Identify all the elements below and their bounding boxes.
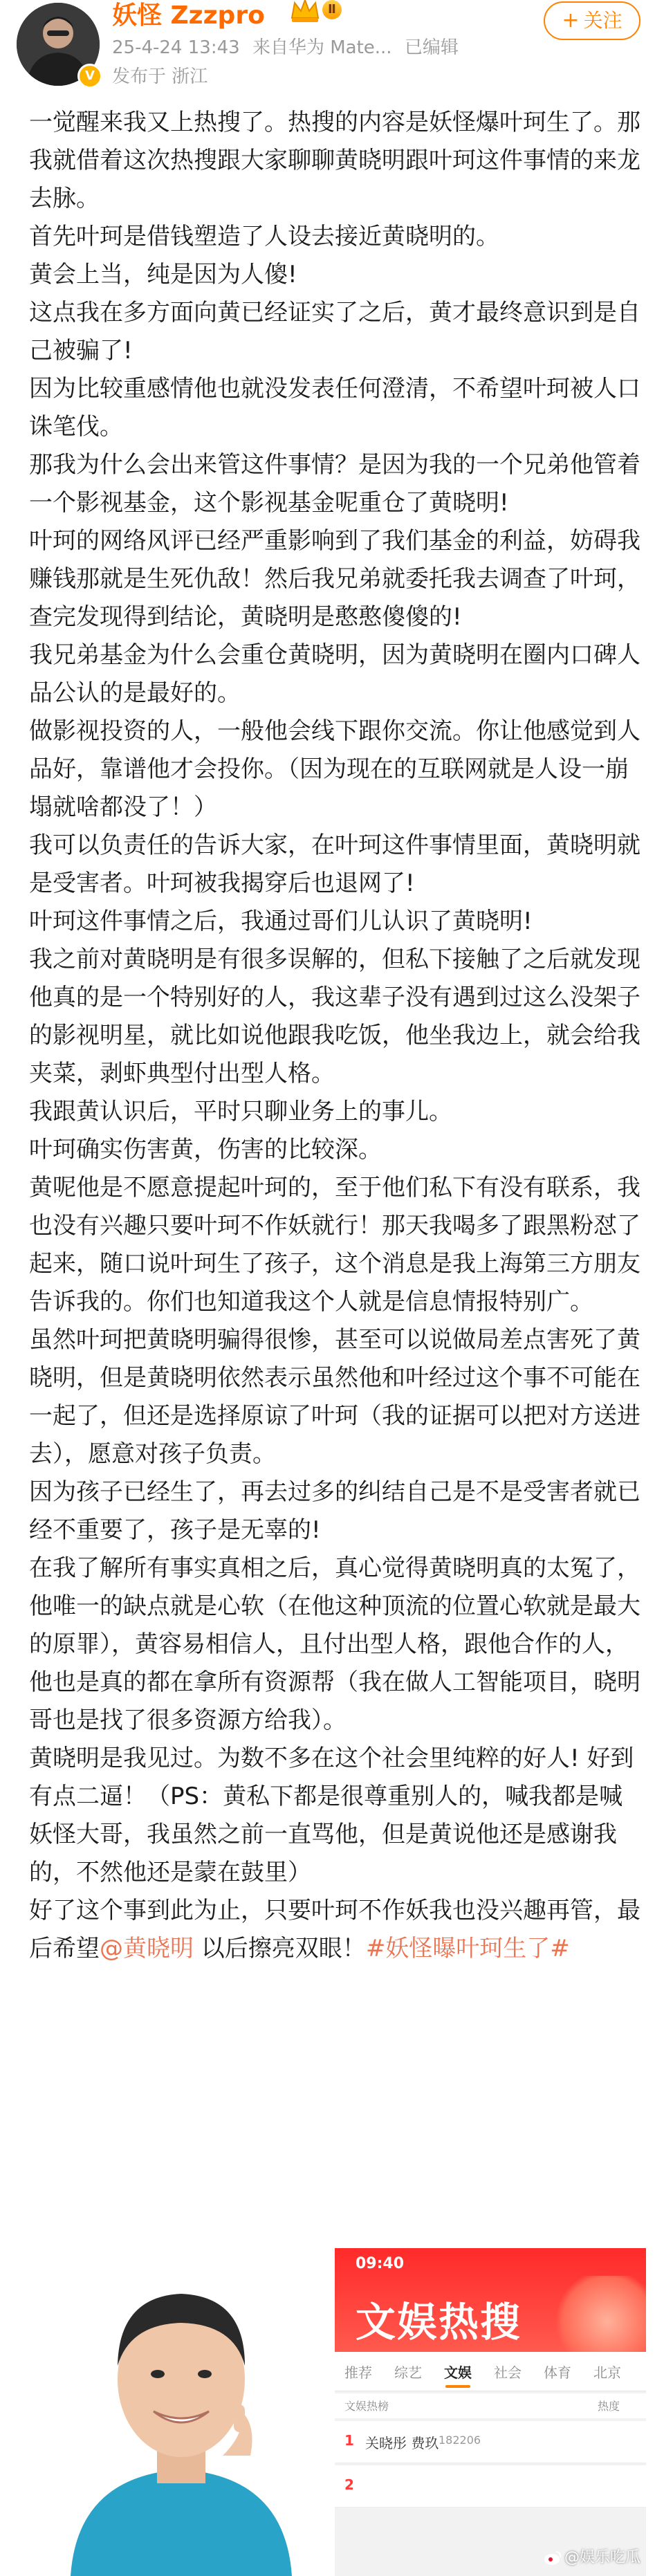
post-header [0, 0, 664, 90]
post-image-hotsearch[interactable] [335, 2248, 646, 2576]
tab-item[interactable]: 综艺 [394, 2364, 422, 2381]
verified-badge: V [77, 64, 102, 89]
paragraph: 我之前对黄晓明是有很多误解的，但私下接触了之后就发现他真的是一个特别好的人，我这辈子没有遇到过这么没架子的影视明星，就比如说他跟我吃饭，他坐我边上，就会给我夹菜，剥虾典型付出型人格。 [29, 946, 640, 1087]
paragraph: 我跟黄认识后，平时只聊业务上的事儿。 [29, 1098, 452, 1125]
paragraph: 黄呢他是不愿意提起叶珂的，至于他们私下有没有联系，我也没有兴趣只要叶珂不作妖就行！那天我喝多了跟黑粉怼了起来，随口说叶珂生了孩子，这个消息是我上海第三方朋友告诉我的。你们也知道我这个人就是信息情报特别广。 [29, 1174, 640, 1316]
tab-item[interactable]: 北京 [593, 2364, 621, 2381]
paragraph: 那我为什么会出来管这件事情？是因为我的一个兄弟他管着一个影视基金，这个影视基金呢重仓了黄晓明! [29, 451, 640, 517]
paragraph: 我可以负责任的告诉大家，在叶珂这件事情里面，黄晓明就是受害者。叶珂被我揭穿后也退网了! [29, 831, 640, 897]
post-source: 来自华为 Mate... [252, 37, 392, 58]
post-meta [112, 33, 465, 59]
category-tabs [335, 2352, 646, 2391]
paragraph: 叶珂这件事情之后，我通过哥们儿认识了黄晓明! [29, 908, 533, 935]
paragraph: 因为孩子已经生了，再去过多的纠结自己是不是受害者就已经不重要了，孩子是无辜的! [29, 1478, 640, 1544]
tab-item[interactable]: 推荐 [344, 2364, 372, 2381]
hotsearch-banner [335, 2248, 646, 2352]
sub-header [335, 2393, 646, 2418]
banner-decoration [549, 2276, 646, 2352]
list-item[interactable] [335, 2421, 646, 2463]
hashtag-link[interactable]: #妖怪曝叶珂生了# [365, 1935, 570, 1962]
paragraph: 黄晓明是我见过。为数不多在这个社会里纯粹的好人! 好到有点二逼！（PS：黄私下都是很尊重别人的，喊我都是喊妖怪大哥，我虽然之前一直骂他，但是黄说他还是感谢我的，不然他还是蒙在鼓里） [29, 1745, 634, 1886]
paragraph: 我兄弟基金为什么会重仓黄晓明，因为黄晓明在圈内口碑人品公认的是最好的。 [29, 641, 640, 707]
level-badge: Ⅱ [322, 0, 342, 19]
post-time: 25-4-24 13:43 [112, 37, 240, 58]
list-title: 关晓彤 费玖 [365, 2435, 439, 2451]
tab-item[interactable]: 社会 [494, 2364, 522, 2381]
paragraph: 在我了解所有事实真相之后，真心觉得黄晓明真的太冤了，他唯一的缺点就是心软（在他这种顶流的位置心软就是最大的原罪），黄容易相信人，且付出型人格，跟他合作的人，他也是真的都在拿所有资源帮（我在做人工智能项目，晓明哥也是找了很多资源方给我）。 [29, 1554, 640, 1734]
follow-button[interactable] [544, 1, 640, 40]
weibo-logo-icon [544, 2550, 562, 2566]
tab-item-active[interactable]: 文娱 [444, 2364, 472, 2381]
tab-item[interactable]: 体育 [544, 2364, 571, 2381]
paragraph: 一觉醒来我又上热搜了。热搜的内容是妖怪爆叶珂生了。那我就借着这次热搜跟大家聊聊黄晓明跟叶珂这件事情的来龙去脉。 [29, 109, 640, 212]
username[interactable]: 妖怪 Zzzpro [112, 1, 265, 30]
closing-text-2: 以后擦亮双眼！ [194, 1935, 366, 1962]
crown-icon [289, 0, 321, 24]
paragraph: 黄会上当，纯是因为人傻! [29, 261, 297, 288]
list-rank: 2 [344, 2476, 354, 2493]
paragraph: 因为比较重感情他也就没发表任何澄清，不希望叶珂被人口诛笔伐。 [29, 375, 640, 441]
post-location: 发布于 浙江 [112, 66, 208, 87]
follow-label: 关注 [583, 9, 622, 32]
watermark-text: @娱乐吃瓜 [564, 2549, 640, 2566]
sub-item: 热度 [598, 2400, 620, 2413]
plus-icon: + [562, 8, 580, 33]
paragraph: 叶珂确实伤害黄，伤害的比较深。 [29, 1136, 382, 1163]
banner-title: 文娱热搜 [356, 2299, 522, 2346]
list-count: 182206 [439, 2434, 481, 2447]
paragraph: 这点我在多方面向黄已经证实了之后，黄才最终意识到是自己被骗了! [29, 299, 640, 365]
paragraph: 首先叶珂是借钱塑造了人设去接近黄晓明的。 [29, 223, 499, 250]
sub-item: 文娱热榜 [344, 2400, 389, 2413]
paragraph: 做影视投资的人，一般他会线下跟你交流。你让他感觉到人品好，靠谱他才会投你。（因为现在的互联网就是人设一崩塌就啥都没了！） [29, 717, 640, 821]
closing-paragraph [29, 1892, 645, 1968]
post-content [29, 104, 645, 1968]
watermark [544, 2546, 640, 2567]
edited-label[interactable]: 已编辑 [404, 37, 459, 58]
closing-text: 好了这个事到此为止，只要叶珂不作妖我也没兴趣再管，最后希望 [29, 1897, 640, 1962]
post-image-portrait[interactable] [29, 2248, 333, 2576]
phone-time: 09:40 [356, 2255, 405, 2272]
paragraph: 叶珂的网络风评已经严重影响到了我们基金的利益，妨碍我赚钱那就是生死仇敌！然后我兄弟就委托我去调查了叶珂，查完发现得到结论，黄晓明是憨憨傻傻的! [29, 527, 640, 631]
list-rank: 1 [344, 2432, 354, 2449]
paragraph: 虽然叶珂把黄晓明骗得很惨，甚至可以说做局差点害死了黄晓明，但是黄晓明依然表示虽然他和叶经过这个事不可能在一起了，但还是选择原谅了叶珂（我的证据可以把对方送进去），愿意对孩子负责。 [29, 1326, 640, 1468]
active-tab-indicator [445, 2385, 470, 2388]
mention-link[interactable]: @黄晓明 [100, 1935, 194, 1962]
person-photo-icon [29, 2248, 333, 2576]
list-item[interactable] [335, 2465, 646, 2508]
